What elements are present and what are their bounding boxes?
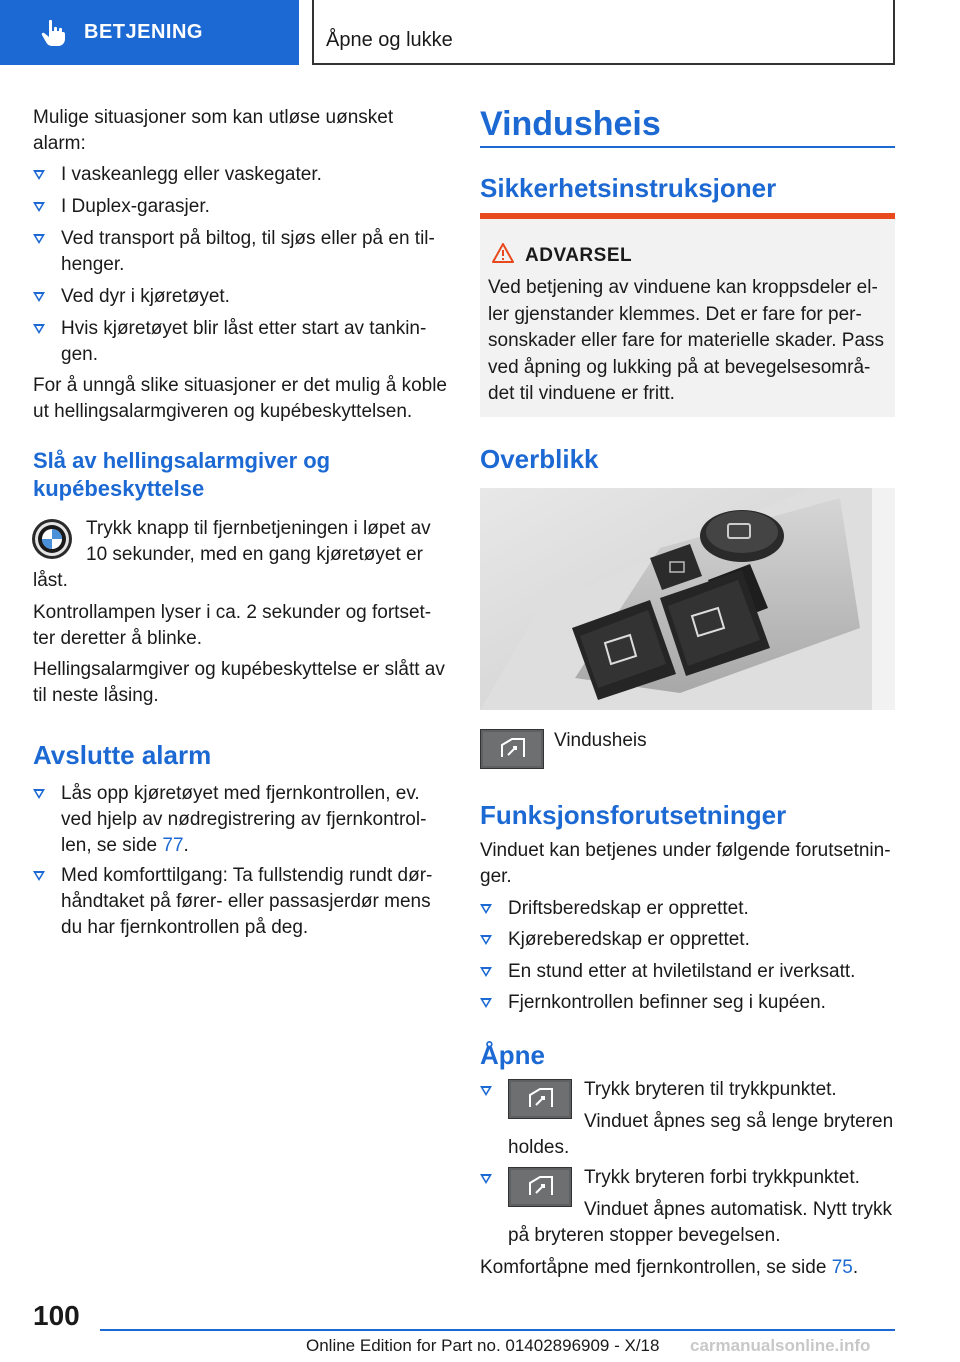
bullet-triangle-icon [33, 324, 45, 334]
paragraph-line: Vinduet kan betjenes under følgende forutsetnin- [480, 840, 891, 861]
paragraph-line: Komfortåpne med fjernkontrollen, se side 75. [480, 1257, 859, 1278]
list-item: Lås opp kjøretøyet med fjernkontrollen, ev. ved hjelp av nødregistrering av fjernkontrol- len, se side 77. [33, 781, 426, 859]
bullet-triangle-icon [480, 935, 492, 945]
paragraph-line: ter deretter å blinke. [33, 628, 202, 649]
list-item: En stund etter at hviletilstand er iverksatt. [480, 959, 855, 985]
section-heading: Avslutte alarm [33, 740, 212, 770]
bullet-triangle-icon [33, 789, 45, 799]
paragraph-line: Vinduet åpnes automatisk. Nytt trykk [584, 1199, 893, 1220]
footer-watermark: carmanualsonline.info [690, 1336, 871, 1355]
paragraph-line: låst. [33, 570, 68, 591]
heading-rule [480, 146, 895, 148]
list-item: Ved dyr i kjøretøyet. [33, 284, 230, 310]
window-switch-photo [480, 488, 895, 710]
bullet-triangle-icon [480, 1174, 492, 1184]
window-switch-icon [508, 1079, 572, 1119]
header-underline [312, 63, 895, 65]
bullet-triangle-icon [33, 234, 45, 244]
warning-triangle-icon [492, 243, 514, 263]
bullet-triangle-icon [33, 292, 45, 302]
warning-box [480, 213, 895, 417]
intro-line: Mulige situasjoner som kan utløse uønsket [33, 107, 394, 128]
section-heading: Åpne [480, 1040, 545, 1070]
intro-line: alarm: [33, 133, 86, 154]
subheading: kupébeskyttelse [33, 476, 205, 501]
section-tab[interactable] [0, 0, 299, 65]
page-title: Åpne og lukke [326, 29, 453, 51]
list-item: Kjøreberedskap er opprettet. [480, 927, 750, 953]
bullet-triangle-icon [33, 202, 45, 212]
paragraph-line: For å unngå slike situasjoner er det mulig å koble [33, 375, 448, 396]
section-heading: Sikkerhetsinstruksjoner [480, 173, 777, 203]
list-item: Fjernkontrollen befinner seg i kupéen. [480, 990, 826, 1016]
header-divider [893, 0, 895, 65]
section-heading: Overblikk [480, 444, 599, 474]
list-item: Hvis kjøretøyet blir låst etter start av tankin- gen. [33, 316, 426, 368]
section-heading: Funksjonsforutsetninger [480, 800, 787, 830]
paragraph-line: 10 sekunder, med en gang kjøretøyet er [86, 544, 423, 565]
paragraph-line: Kontrollampen lyser i ca. 2 sekunder og fortset- [33, 602, 432, 623]
window-switch-icon [508, 1167, 572, 1207]
paragraph-line: Trykk knapp til fjernbetjeningen i løpet av [86, 518, 431, 539]
footer-rule [100, 1329, 895, 1331]
page-link[interactable]: 75 [831, 1257, 853, 1278]
icon-caption: Vindusheis [554, 730, 647, 751]
warning-title: ADVARSEL [525, 245, 633, 266]
header-divider [312, 0, 314, 65]
paragraph-line: til neste låsing. [33, 685, 159, 706]
warning-text: Ved betjening av vinduene kan kroppsdeler el- ler gjenstander klemmes. Det er fare for per- sonskader eller fare for materielle skader. Pass ved åpning og lukking på at bevegelsesområ- det til vinduene er fritt. [488, 277, 885, 405]
paragraph-line: Vinduet åpnes seg så lenge bryteren [584, 1111, 894, 1132]
paragraph-line: Hellingsalarmgiver og kupébeskyttelse er slått av [33, 659, 445, 680]
bullet-triangle-icon [480, 904, 492, 914]
list-item: Driftsberedskap er opprettet. [480, 896, 749, 922]
list-item: I vaskeanlegg eller vaskegater. [33, 162, 322, 188]
paragraph-line: Trykk bryteren forbi trykkpunktet. [584, 1167, 860, 1188]
paragraph-line: Trykk bryteren til trykkpunktet. [584, 1079, 837, 1100]
page-link[interactable]: 77 [162, 835, 184, 856]
paragraph-line: holdes. [508, 1137, 570, 1158]
subheading: Slå av hellingsalarmgiver og [33, 448, 331, 473]
list-item [480, 1166, 510, 1196]
bullet-triangle-icon [33, 871, 45, 881]
section-label: BETJENING [84, 21, 203, 43]
window-switch-icon [480, 729, 544, 769]
list-item: Med komforttilgang: Ta fullstendig rundt dør- håndtaket på fører- eller passasjerdør mens du har fjernkontrollen på deg. [33, 863, 432, 941]
bmw-key-button-icon [31, 518, 73, 560]
footer-edition: Online Edition for Part no. 01402896909 - X/18 [306, 1336, 660, 1355]
hand-pointer-icon [40, 19, 66, 47]
bullet-triangle-icon [480, 1086, 492, 1096]
list-item: Ved transport på biltog, til sjøs eller på en til- henger. [33, 226, 435, 278]
chapter-heading: Vindusheis [480, 105, 661, 143]
bullet-triangle-icon [480, 998, 492, 1008]
bullet-triangle-icon [480, 967, 492, 977]
paragraph-line: ger. [480, 866, 512, 887]
list-item: I Duplex-garasjer. [33, 194, 210, 220]
bullet-triangle-icon [33, 170, 45, 180]
paragraph-line: på bryteren stopper bevegelsen. [508, 1225, 781, 1246]
page-number: 100 [33, 1300, 80, 1331]
paragraph-line: ut hellingsalarmgiveren og kupébeskyttelsen. [33, 401, 413, 422]
